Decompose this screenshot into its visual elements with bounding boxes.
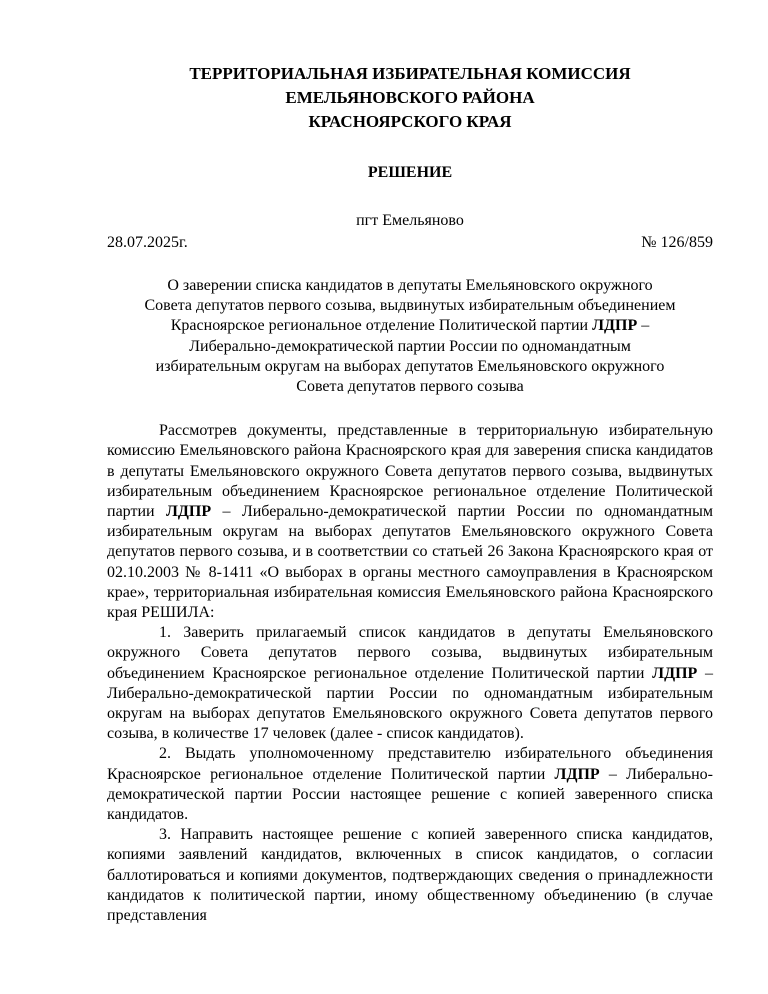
place-of-issue: пгт Емельяново	[356, 212, 464, 229]
paragraph-text: 2. Выдать уполномоченному представителю избирательного объединения Красноярское региональное отделение Политической партии	[107, 745, 713, 783]
document-page	[107, 62, 713, 926]
subject-line: Совета депутатов первого созыва	[296, 378, 524, 396]
subject-line	[107, 316, 713, 336]
paragraph-text: – Либерально-демократической партии России по одномандатным избирательным округам на выборах депутатов Емельяновского окружного Совета депутатов первого созыва, и в соответствии со статьей 26 Закона Красноярского края от 02.10.2003 № 8-1411 «О выборах в органы местного самоуправления в Красноярском крае», территориальная избирательная комиссия Емельяновского района Красноярского края РЕШИЛА:	[107, 503, 713, 622]
date-number-line	[107, 233, 713, 253]
subject-line: О заверении списка кандидатов в депутаты Емельяновского окружного	[167, 277, 653, 294]
decision-body	[107, 421, 713, 926]
subject-line: избирательным округам на выборах депутатов Емельяновского окружного	[155, 357, 665, 375]
paragraph-text: – Либерально-демократической партии России настоящее решение с копией заверенного списка кандидатов.	[107, 765, 713, 824]
paragraph-text: Рассмотрев документы, представленные в территориальную избирательную комиссию Емельяновского района Красноярского края для заверения списка кандидатов в депутаты Емельяновского окружного Совета депутатов первого созыва, выдвинутых избирательным объединением Красноярское региональное отделение Политической партии	[107, 422, 713, 521]
decision-item-3	[107, 825, 713, 926]
decision-item-1	[107, 623, 713, 744]
decision-date: 28.07.2025г.	[107, 234, 188, 251]
party-name-bold: ЛДПР	[554, 765, 600, 783]
preamble-paragraph	[107, 421, 713, 623]
commission-header	[107, 62, 713, 134]
party-name-bold: ЛДПР	[592, 317, 638, 335]
header-line-3: КРАСНОЯРСКОГО КРАЯ	[308, 112, 512, 131]
party-name-bold: ЛДПР	[165, 503, 212, 521]
header-line-1: ТЕРРИТОРИАЛЬНАЯ ИЗБИРАТЕЛЬНАЯ КОМИССИЯ	[189, 64, 631, 83]
party-name-bold: ЛДПР	[652, 664, 698, 682]
subject-text: –	[637, 317, 650, 335]
decision-item-2	[107, 744, 713, 825]
subject-line: Совета депутатов первого созыва, выдвинутых избирательным объединением	[144, 297, 676, 315]
subject-line: Либерально-демократической партии России по одномандатным	[189, 337, 631, 355]
decision-subject	[107, 276, 713, 397]
decision-number: № 126/859	[641, 234, 713, 251]
document-type: РЕШЕНИЕ	[367, 164, 453, 181]
subject-text: Красноярское региональное отделение Политической партии	[170, 317, 593, 335]
header-line-2: ЕМЕЛЬЯНОВСКОГО РАЙОНА	[285, 88, 535, 107]
paragraph-text: 1. Заверить прилагаемый список кандидатов в депутаты Емельяновского окружного Совета депутатов первого созыва, выдвинутых избирательным объединением Красноярское региональное отделение Политической партии	[107, 624, 713, 682]
paragraph-text: – Либерально-демократической партии России по одномандатным избирательным округам на выборах депутатов Емельяновского окружного Совета депутатов первого созыва, в количестве 17 человек (далее - список кандидатов).	[107, 664, 713, 743]
paragraph-text: 3. Направить настоящее решение с копией заверенного списка кандидатов, копиями заявлений кандидатов, включенных в список кандидатов, о согласии баллотироваться и копиями документов, подтверждающих сведения о принадлежности кандидатов к политической партии, иному общественному объединению (в случае представления	[107, 826, 713, 925]
